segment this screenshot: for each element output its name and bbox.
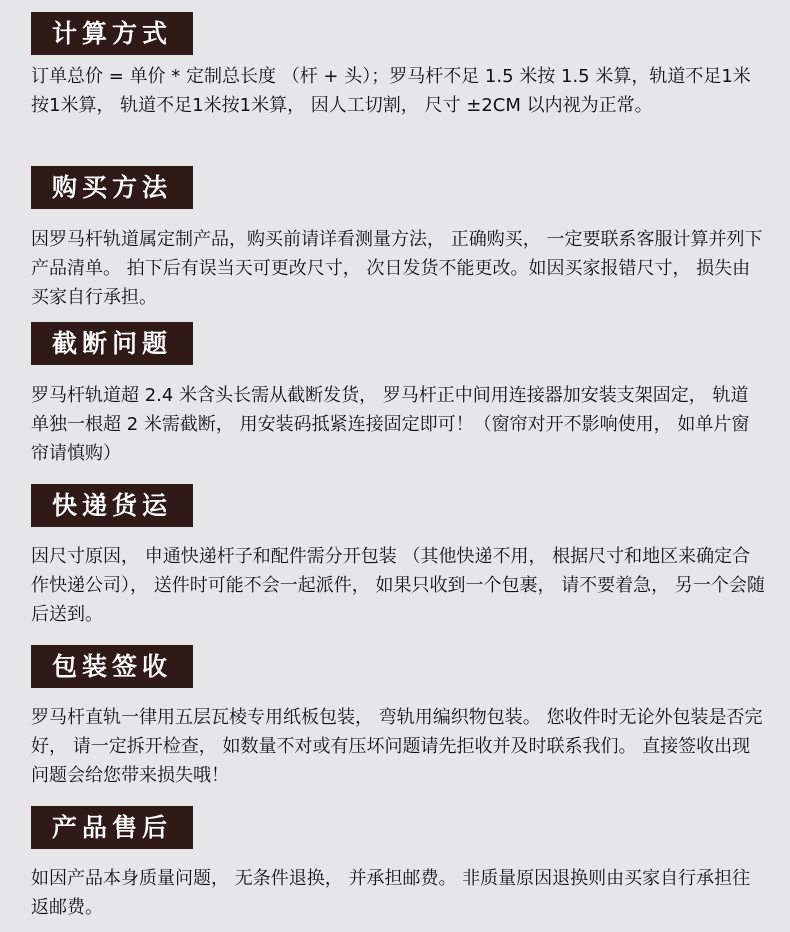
section-body: 罗马杆轨道超 2.4 米含头长需从截断发货， 罗马杆正中间用连接器加安装支架固定， 轨道单独一根超 2 米需截断， 用安装码抵紧连接固定即可！（窗帘对开不影响使用， 如单片窗帘请慎购） [31, 385, 750, 464]
section-heading: 产品售后 [31, 806, 193, 849]
section-heading: 购买方法 [31, 166, 193, 209]
section-body: 因罗马杆轨道属定制产品，购买前请详看测量方法， 正确购买， 一定要联系客服计算并列下产品清单。 拍下后有误当天可更改尺寸， 次日发货不能更改。如因买家报错尺寸， 损失由买家自行承担。 [31, 229, 763, 308]
section-body: 订单总价 = 单价 * 定制总长度 （杆 + 头）；罗马杆不足 1.5 米按 1.5 米算，轨道不足1米按1米算， 轨道不足1米按1米算， 因人工切割， 尺寸 ±2CM 以内视为正常。 [31, 66, 751, 116]
section-body: 如因产品本身质量问题， 无条件退换， 并承担邮费。 非质量原因退换则由买家自行承担往返邮费。 [31, 868, 751, 918]
section-heading: 计算方式 [31, 12, 193, 55]
section-body: 罗马杆直轨一律用五层瓦棱专用纸板包装， 弯轨用编织物包装。 您收件时无论外包装是否完好， 请一定拆开检查， 如数量不对或有压坏问题请先拒收并及时联系我们。 直接签收出现问题会给您带来损失哦！ [31, 707, 763, 786]
section-heading: 截断问题 [31, 322, 193, 365]
section-heading: 快递货运 [31, 484, 193, 527]
section-body: 因尺寸原因， 申通快递杆子和配件需分开包装 （其他快递不用， 根据尺寸和地区来确定合作快递公司）， 送件时可能不会一起派件， 如果只收到一个包裹， 请不要着急， 另一个会随后送到。 [31, 546, 765, 625]
section-heading: 包装签收 [31, 645, 193, 688]
